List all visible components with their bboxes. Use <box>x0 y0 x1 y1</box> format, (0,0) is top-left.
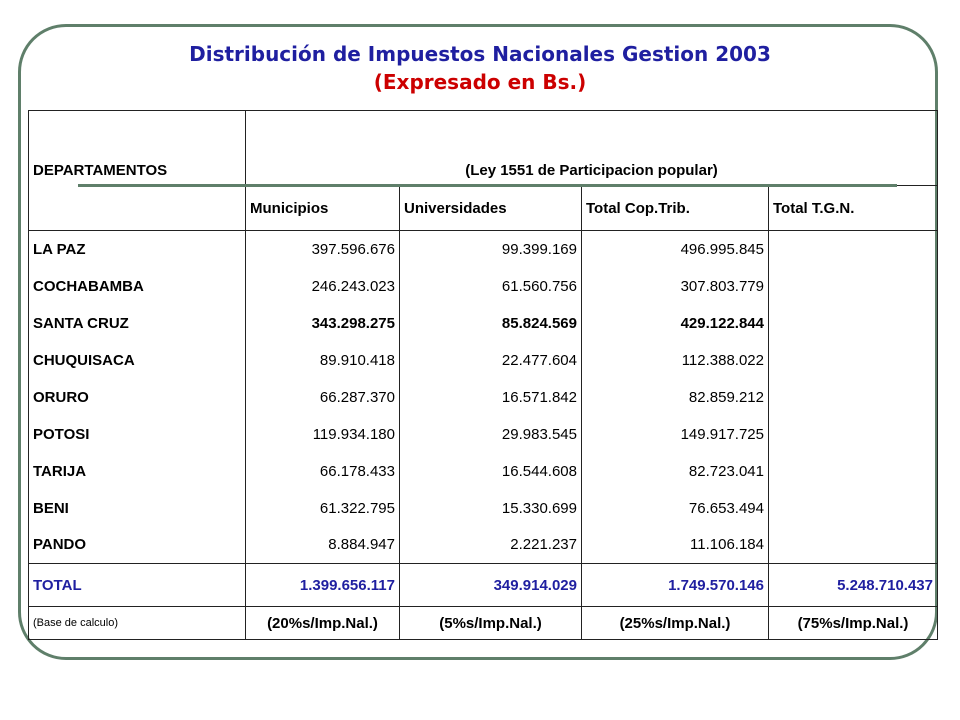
municipios-cell: 246.243.023 <box>246 268 400 305</box>
universidades-cell: 15.330.699 <box>400 490 582 527</box>
base-total-tgn: (75%s/Imp.Nal.) <box>769 607 938 640</box>
dept-cell: ORURO <box>29 379 246 416</box>
universidades-cell: 16.571.842 <box>400 379 582 416</box>
municipios-cell: 61.322.795 <box>246 490 400 527</box>
header-underline <box>78 184 897 187</box>
tax-distribution-table <box>28 110 938 640</box>
table-row <box>29 268 938 305</box>
table-row <box>29 527 938 564</box>
dept-cell: LA PAZ <box>29 231 246 268</box>
municipios-cell: 397.596.676 <box>246 231 400 268</box>
table-row <box>29 305 938 342</box>
base-municipios: (20%s/Imp.Nal.) <box>246 607 400 640</box>
total-label: TOTAL <box>29 564 246 607</box>
col-header-total-cop: Total Cop.Trib. <box>582 186 769 231</box>
total-cop-cell: 112.388.022 <box>582 342 769 379</box>
base-row <box>29 607 938 640</box>
total-tgn-cell <box>769 379 938 416</box>
dept-cell: CHUQUISACA <box>29 342 246 379</box>
total-tgn-cell <box>769 305 938 342</box>
table-row <box>29 490 938 527</box>
total-cop-cell: 496.995.845 <box>582 231 769 268</box>
dept-cell: SANTA CRUZ <box>29 305 246 342</box>
base-label: (Base de calculo) <box>29 607 246 640</box>
table-row <box>29 453 938 490</box>
page-subtitle: (Expresado en Bs.) <box>373 70 587 94</box>
total-tgn: 5.248.710.437 <box>769 564 938 607</box>
total-municipios: 1.399.656.117 <box>246 564 400 607</box>
base-total-cop: (25%s/Imp.Nal.) <box>582 607 769 640</box>
table-row <box>29 231 938 268</box>
municipios-cell: 343.298.275 <box>246 305 400 342</box>
col-header-total-tgn: Total T.G.N. <box>769 186 938 231</box>
header-row <box>29 111 938 186</box>
base-universidades: (5%s/Imp.Nal.) <box>400 607 582 640</box>
municipios-cell: 89.910.418 <box>246 342 400 379</box>
total-tgn-cell <box>769 342 938 379</box>
col-header-municipios: Municipios <box>246 186 400 231</box>
table-row <box>29 379 938 416</box>
dept-cell: TARIJA <box>29 453 246 490</box>
col-header-universidades: Universidades <box>400 186 582 231</box>
total-tgn-cell <box>769 453 938 490</box>
municipios-cell: 66.287.370 <box>246 379 400 416</box>
total-cop-cell: 429.122.844 <box>582 305 769 342</box>
universidades-cell: 22.477.604 <box>400 342 582 379</box>
total-tgn-cell <box>769 231 938 268</box>
total-tgn-cell <box>769 490 938 527</box>
dept-header: DEPARTAMENTOS <box>29 111 246 231</box>
total-row <box>29 564 938 607</box>
total-cop-cell: 82.723.041 <box>582 453 769 490</box>
total-cop-trib: 1.749.570.146 <box>582 564 769 607</box>
table-row <box>29 342 938 379</box>
total-cop-cell: 149.917.725 <box>582 416 769 453</box>
dept-cell: POTOSI <box>29 416 246 453</box>
table-body <box>29 231 938 564</box>
universidades-cell: 2.221.237 <box>400 527 582 564</box>
universidades-cell: 61.560.756 <box>400 268 582 305</box>
municipios-cell: 8.884.947 <box>246 527 400 564</box>
page-title: Distribución de Impuestos Nacionales Gestion 2003 <box>189 42 771 66</box>
municipios-cell: 119.934.180 <box>246 416 400 453</box>
total-cop-cell: 11.106.184 <box>582 527 769 564</box>
total-cop-cell: 82.859.212 <box>582 379 769 416</box>
group-header <box>246 111 938 186</box>
universidades-cell: 29.983.545 <box>400 416 582 453</box>
universidades-cell: 99.399.169 <box>400 231 582 268</box>
table-row <box>29 416 938 453</box>
total-tgn-cell <box>769 527 938 564</box>
dept-cell: PANDO <box>29 527 246 564</box>
universidades-cell: 16.544.608 <box>400 453 582 490</box>
group-header-label: (Ley 1551 de Participacion popular) <box>465 162 718 179</box>
total-tgn-cell <box>769 268 938 305</box>
municipios-cell: 66.178.433 <box>246 453 400 490</box>
dept-cell: BENI <box>29 490 246 527</box>
universidades-cell: 85.824.569 <box>400 305 582 342</box>
dept-cell: COCHABAMBA <box>29 268 246 305</box>
total-tgn-cell <box>769 416 938 453</box>
total-universidades: 349.914.029 <box>400 564 582 607</box>
total-cop-cell: 76.653.494 <box>582 490 769 527</box>
total-cop-cell: 307.803.779 <box>582 268 769 305</box>
